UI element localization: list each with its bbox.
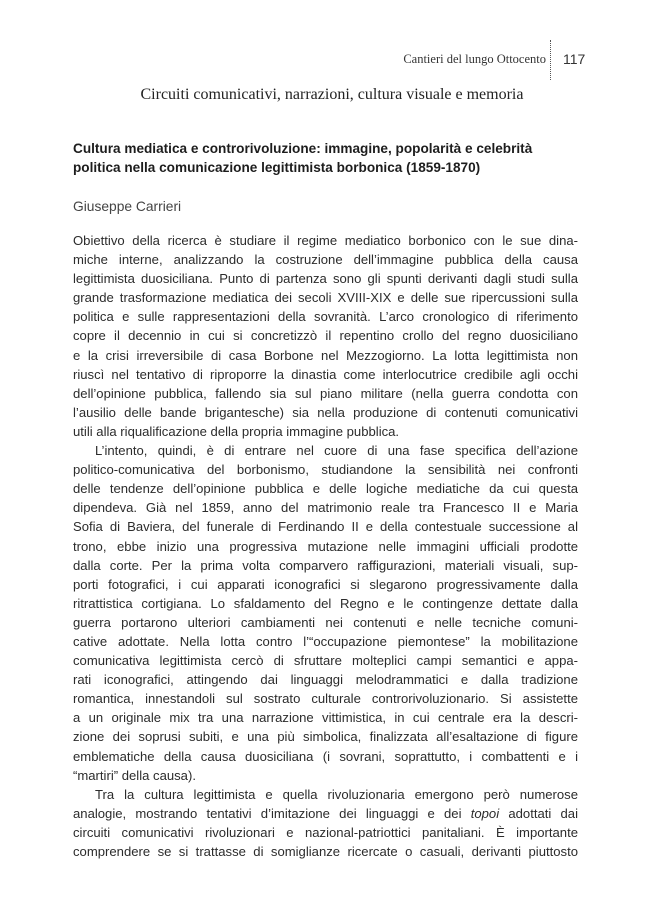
author-name: Giuseppe Carrieri: [73, 199, 182, 214]
body-line: utili alla riqualificazione della propria immagine pubblica.: [73, 423, 400, 439]
page-number: 117: [563, 51, 586, 67]
body-line: riuscì nel tentativo di riproporre la dinastia come interlocutrice credibile agli occhi: [73, 366, 578, 382]
body-line: Sofia di Baviera, del funerale di Ferdinando II e della contestuale successione al: [73, 519, 578, 535]
body-line: guerra portarono ulteriori cambiamenti nei contenuti e nelle tecniche comuni-: [73, 614, 578, 630]
article-title-line: Cultura mediatica e controrivoluzione: immagine, popolarità e celebrità: [73, 141, 533, 156]
body-line: dell’opinione pubblica, fallendo sia sul piano militare (nella guerra condotta con: [73, 385, 578, 401]
body-line: legittimista duosiciliana. Punto di partenza sono gli spunti derivanti dagli studi sulla: [73, 271, 578, 287]
article-title-line: politica nella comunicazione legittimista borbonica (1859-1870): [73, 160, 481, 175]
body-line: dipendeva. Già nel 1859, anno del matrimonio reale tra Francesco II e Maria: [73, 500, 578, 516]
body-line: e la crisi irreversibile di casa Borbone nel Mezzogiorno. La lotta legittimista non: [73, 347, 578, 363]
body-line: Tra la cultura legittimista e quella rivoluzionaria emergono però numerose: [95, 786, 578, 802]
running-head: Cantieri del lungo Ottocento: [403, 52, 546, 66]
body-line: circuiti comunicativi rivoluzionari e nazional-patriottici panitaliani. È importante: [73, 824, 578, 840]
body-line: politico-comunicativa del borbonismo, studiandone la sensibilità nei confronti: [73, 462, 578, 478]
body-line: zione dei soprusi subiti, e una più simbolica, finalizzata all’esaltazione di figure: [73, 729, 578, 745]
body-line: copre il decennio in cui si concretizzò il repentino crollo del regno duosiciliano: [73, 328, 578, 344]
body-line: delle tendenze dell’opinione pubblica e delle logiche mediatiche da cui questa: [73, 481, 578, 497]
body-line: politica e sulle rappresentazioni della sovranità. L’arco cronologico di riferimento: [73, 309, 578, 325]
body-line: porti fotografici, i cui apparati iconografici si slegarono progressivamente dalla: [73, 576, 578, 592]
body-line: ritrattistica cortigiana. Lo sfaldamento del Regno e le contingenze dettate dalla: [73, 595, 578, 611]
body-line: dalla corte. Per la prima volta comparvero raffigurazioni, materiali visuali, sup-: [73, 557, 578, 573]
body-line: a un originale mix tra una narrazione vittimistica, in cui centrale era la descri-: [73, 710, 578, 726]
section-title: Circuiti comunicativi, narrazioni, cultura visuale e memoria: [140, 86, 524, 103]
body-line: “martiri” della causa).: [73, 767, 196, 783]
header-rule: [550, 40, 551, 80]
body-line: cative adottate. Nella lotta contro l’“occupazione piemontese” la mobilitazione: [73, 633, 578, 649]
body-line: Obiettivo della ricerca è studiare il regime mediatico borbonico con le sue dina-: [73, 233, 578, 248]
body-line: miche interne, analizzando la costruzione dell’immagine pubblica della causa: [73, 252, 578, 268]
body-line: romantica, innestandoli sul sostrato culturale controrivoluzionario. Si assistette: [73, 691, 578, 707]
body-line: grande trasformazione mediatica dei secoli XVIII-XIX e delle sue ripercussioni sulla: [73, 290, 578, 306]
body-line: comunicativa legittimista cercò di sfruttare molteplici campi semantici e appa-: [73, 653, 578, 669]
body-line: rati iconografici, attingendo dai linguaggi melodrammatici e dalla tradizione: [73, 672, 578, 688]
body-line: emblematiche della causa duosiciliana (i sovrani, soprattutto, i combattenti e i: [73, 748, 578, 764]
body-line: trono, ebbe inizio una progressiva mutazione nelle immagini ufficiali prodotte: [73, 538, 578, 554]
body-line: l’ausilio delle bande brigantesche) sia nella produzione di contenuti comunicativi: [73, 404, 578, 420]
article-body: [73, 231, 578, 861]
article-title: [73, 139, 573, 177]
body-line: comprendere se si trattasse di somiglianze ricercate o casuali, derivanti piuttosto: [73, 844, 578, 859]
body-line: L’intento, quindi, è di entrare nel cuore di una fase specifica dell’azione: [95, 443, 578, 459]
body-line: analogie, mostrando tentativi d’imitazione dei linguaggi e dei topoi adottati dai: [73, 805, 578, 821]
